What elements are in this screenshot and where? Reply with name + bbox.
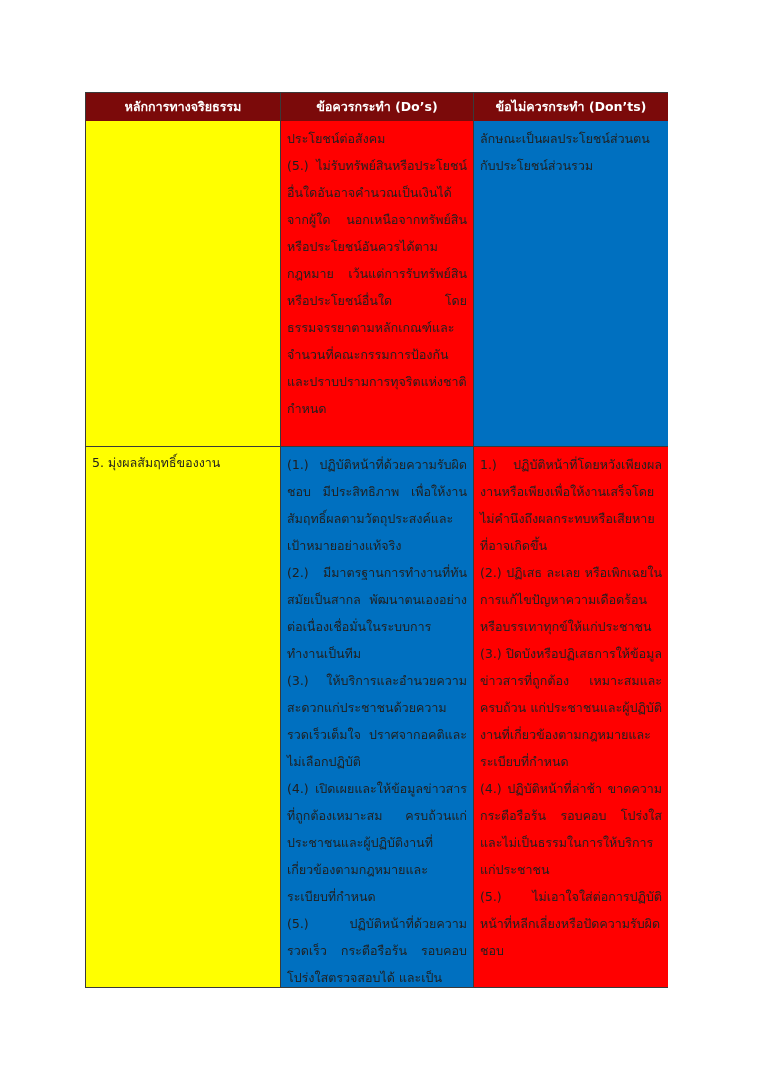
row2-donts-item: 1.) ปฏิบัติหน้าที่โดยหวังเพียงผลงานหรือเพียงเพื่อให้งานเสร็จโดยไม่คำนึงถึงผลกระทบหรือเสียหายที่อาจเกิดขึ้น [480, 457, 662, 553]
ethics-table [85, 92, 668, 988]
row2-donts-item: (4.) ปฏิบัติหน้าที่ล่าช้า ขาดความกระตือรือร้น รอบคอบ โปร่งใสและไม่เป็นธรรมในการให้บริการแก่ประชาชน [480, 781, 662, 877]
row2-dos-item: (5.) ปฏิบัติหน้าที่ด้วยความรวดเร็ว กระตือรือร้น รอบคอบ โปร่งใสตรวจสอบได้ และเป็น [287, 916, 467, 985]
row1-dos-cell [281, 121, 474, 447]
row2-principle-cell [86, 447, 281, 987]
header-donts: ข้อไม่ควรกระทำ (Don’ts) [474, 93, 668, 121]
row2-donts-item: (5.) ไม่เอาใจใส่ต่อการปฏิบัติหน้าที่หลีกเลี่ยงหรือปัดความรับผิดชอบ [480, 889, 662, 958]
row1-dos-item: ประโยชน์ต่อสังคม [287, 131, 386, 146]
row2-dos-item: (1.) ปฏิบัติหน้าที่ด้วยความรับผิดชอบ มีประสิทธิภาพ เพื่อให้งานสัมฤทธิ์ผลตามวัตถุประสงค์และเป้าหมายอย่างแท้จริง [287, 457, 467, 553]
row2-dos-item: (4.) เปิดเผยและให้ข้อมูลข่าวสารที่ถูกต้องเหมาะสม ครบถ้วนแก่ประชาชนและผู้ปฏิบัติงานที่เกี่ยวข้องตามกฎหมายและระเบียบที่กำหนด [287, 781, 467, 904]
row2-dos-item: (3.) ให้บริการและอำนวยความสะดวกแก่ประชาชนด้วยความรวดเร็วเต็มใจ ปราศจากอคติและไม่เลือกปฏิบัติ [287, 673, 467, 769]
header-principle: หลักการทางจริยธรรม [86, 93, 281, 121]
row1-donts-cell [474, 121, 668, 447]
row1-donts-item: ลักษณะเป็นผลประโยชน์ส่วนตนกับประโยชน์ส่วนรวม [480, 131, 650, 173]
row1-dos-item: (5.) ไม่รับทรัพย์สินหรือประโยชน์อื่นใดอันอาจคำนวณเป็นเงินได้จากผู้ใด นอกเหนือจากทรัพย์สินหรือประโยชน์อันควรได้ตามกฎหมาย เว้นแต่การรับทรัพย์สินหรือประโยชน์อื่นใด โดยธรรมจรรยาตามหลักเกณฑ์และจำนวนที่คณะกรรมการป้องกันและปราบปรามการทุจริตแห่งชาติกำหนด [287, 158, 467, 416]
row2-principle-text: 5. มุ่งผลสัมฤทธิ์ของงาน [92, 455, 221, 470]
row2-dos-cell [281, 447, 474, 987]
row2-donts-item: (2.) ปฏิเสธ ละเลย หรือเพิกเฉยในการแก้ไขปัญหาความเดือดร้อนหรือบรรเทาทุกข์ให้แก่ประชาชน [480, 565, 662, 634]
row2-dos-item: (2.) มีมาตรฐานการทำงานที่ทันสมัยเป็นสากล พัฒนาตนเองอย่างต่อเนื่องเชื่อมั่นในระบบการทำงานเป็นทีม [287, 565, 467, 661]
row1-principle-cell [86, 121, 281, 447]
row2-donts-cell [474, 447, 668, 987]
header-dos: ข้อควรกระทำ (Do’s) [281, 93, 474, 121]
row2-donts-item: (3.) ปิดบังหรือปฏิเสธการให้ข้อมูลข่าวสารที่ถูกต้อง เหมาะสมและครบถ้วน แก่ประชาชนและผู้ปฏิบัติงานที่เกี่ยวข้องตามกฎหมายและระเบียบที่กำหนด [480, 646, 662, 769]
